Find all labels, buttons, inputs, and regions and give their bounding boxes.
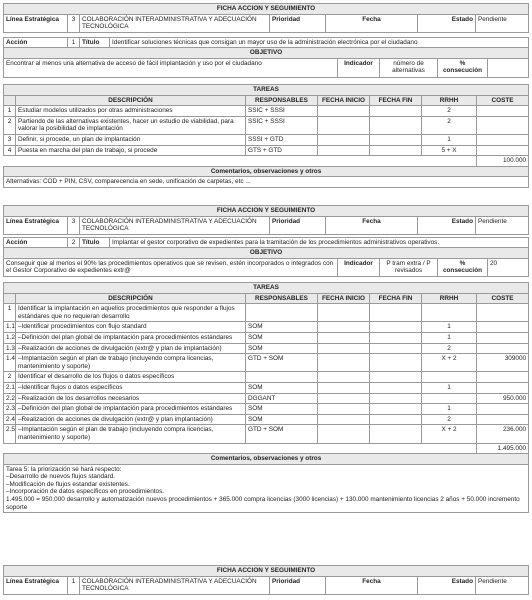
table-row	[4, 414, 529, 425]
task-responsables: SSSI + GTD	[246, 134, 318, 145]
table-row	[4, 393, 529, 404]
task-description: –Realización de acciones de divulgación (extr@ y plan de implantación)	[16, 343, 246, 354]
task-number: 2.4	[4, 414, 16, 425]
task-number: 2	[4, 116, 16, 134]
task-description: –Realización de los desarrollos necesarios	[16, 393, 246, 404]
col-fecha-inicio: FECHA INICIO	[318, 293, 370, 304]
prioridad-label: Prioridad	[270, 576, 326, 594]
indicador-value: P tram extra / P revisados	[380, 258, 438, 276]
table-row	[4, 322, 529, 333]
table-row	[4, 134, 529, 145]
table-row	[4, 145, 529, 156]
comentarios-heading: Comentarios, observaciones y otros	[4, 454, 529, 465]
ficha-title: FICHA ACCION Y SEGUIMIENTO	[4, 4, 529, 15]
linea-number: 1	[68, 576, 80, 594]
task-coste	[477, 382, 529, 393]
objetivo-heading: OBJETIVO	[4, 248, 529, 259]
total-coste: 1.495.000	[477, 443, 529, 454]
fecha-label: Fecha	[326, 216, 418, 234]
table-row	[4, 332, 529, 343]
tareas-heading: TAREAS	[4, 85, 529, 96]
ficha-title: FICHA ACCION Y SEGUIMIENTO	[4, 206, 529, 217]
titulo-value: Implantar el gestor corporativo de expedientes para la tramitación de los procedimientos administrativos operativos.	[110, 238, 529, 249]
linea-number: 3	[68, 14, 80, 32]
indicador-value: número de alternativas	[380, 58, 438, 77]
task-rrhh: 2	[422, 106, 477, 117]
task-responsables: SOM	[246, 414, 318, 425]
objetivo-text: Conseguir que al menos el 90% las procedimientos operativos que se revisen, estén incorporados o integrados con el Gestor Corporativo de expedientes extr@	[4, 258, 338, 276]
task-responsables: SOM	[246, 343, 318, 354]
task-number: 1.2	[4, 332, 16, 343]
task-coste	[477, 414, 529, 425]
task-rrhh: 1	[422, 134, 477, 145]
col-coste: COSTE	[477, 293, 529, 304]
task-description: –Identificar procedimientos con flujo standard	[16, 322, 246, 333]
task-number: 1.4	[4, 354, 16, 372]
task-responsables: SOM	[246, 404, 318, 415]
consecucion-label: % consecución	[438, 58, 488, 77]
fecha-label: Fecha	[326, 14, 418, 32]
task-number: 2	[4, 372, 16, 383]
objetivo-text: Encontrar al menos una alternativa de acceso de fácil implantación y uso por el ciudadano	[4, 58, 338, 77]
table-row	[4, 372, 529, 383]
table-row	[4, 106, 529, 117]
task-coste	[477, 145, 529, 156]
total-coste: 100.000	[477, 156, 529, 167]
linea-text: COLABORACIÓN INTERADMINISTRATIVA Y ADECUACIÓN TECNOLÓGICA	[80, 216, 270, 234]
titulo-label: Título	[80, 38, 110, 49]
accion-label: Acción	[4, 38, 68, 49]
accion-number: 2	[68, 238, 80, 249]
ficha-1-objetivo	[3, 47, 529, 78]
linea-label: Línea Estratégica	[4, 576, 68, 594]
table-row	[4, 304, 529, 322]
estado-label: Estado	[418, 576, 476, 594]
table-row	[4, 425, 529, 443]
task-rrhh: 5 + X	[422, 145, 477, 156]
task-rrhh	[422, 304, 477, 322]
titulo-value: Identificar soluciones técnicas que consigan un mayor uso de la administración electrónica por el ciudadano	[110, 38, 529, 49]
task-coste	[477, 116, 529, 134]
task-coste	[477, 404, 529, 415]
col-descripcion: DESCRIPCIÓN	[16, 293, 246, 304]
estado-value: Pendiente	[476, 576, 529, 594]
comentarios-text	[4, 464, 529, 513]
comentario-line: –Desarrollo de nuevos flujos standard.	[6, 473, 116, 481]
col-rrhh: RRHH	[422, 293, 477, 304]
col-fecha-fin: FECHA FIN	[370, 95, 422, 106]
task-responsables: GTD + SOM	[246, 354, 318, 372]
indicador-label: Indicador	[338, 258, 380, 276]
ficha-title: FICHA ACCION Y SEGUIMIENTO	[4, 566, 529, 577]
linea-label: Línea Estratégica	[4, 14, 68, 32]
task-responsables: SOM	[246, 332, 318, 343]
col-rrhh: RRHH	[422, 95, 477, 106]
col-responsables: RESPONSABLES	[246, 293, 318, 304]
task-coste	[477, 343, 529, 354]
task-description: Identificar la implantación en aquellos procedimientos que responder a flujos estándares que no requieran desarrollo	[16, 304, 246, 322]
task-rrhh: 1	[422, 332, 477, 343]
linea-text: COLABORACIÓN INTERADMINISTRATIVA Y ADECUACIÓN TECNOLÓGICA	[80, 14, 270, 32]
task-number: 1	[4, 304, 16, 322]
task-rrhh	[422, 372, 477, 383]
comentarios-text: Alternativas: COD + PIN, CSV, comparecencia en sede, unificación de carpetas, etc ...	[4, 177, 529, 188]
ficha-3-header	[3, 565, 529, 595]
ficha-2-header	[3, 205, 529, 235]
col-responsables: RESPONSABLES	[246, 95, 318, 106]
task-description: –Definición del plan global de implantación para procedimientos estándares	[16, 332, 246, 343]
col-descripcion: DESCRIPCIÓN	[16, 95, 246, 106]
consecucion-value: 20	[488, 258, 529, 276]
accion-number: 1	[68, 38, 80, 49]
comentario-line: –Incorporación de datos específicos en procedimientos.	[6, 488, 165, 496]
table-row	[4, 116, 529, 134]
comentario-line: Tarea 5: la priorización se hará respecto:	[6, 465, 122, 473]
task-number: 4	[4, 145, 16, 156]
ficha-2-objetivo	[3, 247, 529, 277]
prioridad-label: Prioridad	[270, 14, 326, 32]
task-description: Estudiar modelos utilizados por otras administraciones	[16, 106, 246, 117]
task-description: –Identificar flujos o datos específicos	[16, 382, 246, 393]
indicador-label: Indicador	[338, 58, 380, 77]
task-rrhh: 2	[422, 414, 477, 425]
task-number: 2.1	[4, 382, 16, 393]
estado-label: Estado	[418, 216, 476, 234]
task-rrhh: X + 2	[422, 425, 477, 443]
comentario-line: –Modificación de flujos estandar existentes.	[6, 480, 130, 488]
task-coste	[477, 332, 529, 343]
task-coste	[477, 322, 529, 333]
task-coste	[477, 372, 529, 383]
task-responsables	[246, 372, 318, 383]
task-coste: 950.000	[477, 393, 529, 404]
prioridad-label: Prioridad	[270, 216, 326, 234]
task-description: Puesta en marcha del plan de trabajo, si procede	[16, 145, 246, 156]
table-row	[4, 382, 529, 393]
table-row	[4, 343, 529, 354]
task-responsables: SSIC + SSSI	[246, 116, 318, 134]
task-rrhh: 1	[422, 382, 477, 393]
consecucion-value	[488, 58, 529, 77]
objetivo-heading: OBJETIVO	[4, 48, 529, 59]
table-row	[4, 404, 529, 415]
table-row	[4, 354, 529, 372]
task-responsables: SSIC + SSSI	[246, 106, 318, 117]
task-responsables: GTS + GTD	[246, 145, 318, 156]
accion-label: Acción	[4, 238, 68, 249]
fecha-label: Fecha	[326, 576, 418, 594]
ficha-1-header	[3, 3, 529, 33]
task-coste	[477, 304, 529, 322]
consecucion-label: % consecución	[438, 258, 488, 276]
task-description: Identificar el desarrollo de los flujos o datos específicos	[16, 372, 246, 383]
task-coste	[477, 134, 529, 145]
task-description: –Implantación según el plan de trabajo (incluyendo compra licencias, mantenimiento y soporte)	[16, 354, 246, 372]
comentario-line: 1.495.000 = 950.000 desarrollo y automatización nuevos procedimientos + 365.000 compra licencias (3000 licencias) + 130.000 mantenimiento licencias 2 años + 50.000 incremento soporte	[6, 496, 520, 511]
estado-value: Pendiente	[476, 14, 529, 32]
task-coste	[477, 106, 529, 117]
task-responsables	[246, 304, 318, 322]
task-coste: 236.000	[477, 425, 529, 443]
titulo-label: Título	[80, 238, 110, 249]
task-description: –Definición del plan global de implantación para procedimientos estándares	[16, 404, 246, 415]
task-number: 2.5	[4, 425, 16, 443]
task-description: Definir, si procede, un plan de implantación	[16, 134, 246, 145]
task-number: 1.3	[4, 343, 16, 354]
linea-text: COLABORACIÓN INTERADMINISTRATIVA Y ADECUACIÓN TECNOLÓGICA	[80, 576, 270, 594]
task-description: –Realización de acciones de divulgación (extr@ y plan implantación)	[16, 414, 246, 425]
task-rrhh: 2	[422, 343, 477, 354]
task-rrhh: 1	[422, 322, 477, 333]
task-number: 2.3	[4, 404, 16, 415]
task-responsables: SOM	[246, 322, 318, 333]
comentarios-heading: Comentarios, observaciones y otros	[4, 166, 529, 177]
tareas-heading: TAREAS	[4, 283, 529, 294]
col-coste: COSTE	[477, 95, 529, 106]
task-responsables: SOM	[246, 382, 318, 393]
task-responsables: DGGANT	[246, 393, 318, 404]
estado-label: Estado	[418, 14, 476, 32]
task-description: Partiendo de las alternativas existentes, hacer un estudio de viabilidad, para valorar la posibilidad de implantación	[16, 116, 246, 134]
linea-number: 3	[68, 216, 80, 234]
col-fecha-fin: FECHA FIN	[370, 293, 422, 304]
linea-label: Línea Estratégica	[4, 216, 68, 234]
ficha-1-tareas	[3, 84, 529, 188]
task-number: 3	[4, 134, 16, 145]
col-fecha-inicio: FECHA INICIO	[318, 95, 370, 106]
task-responsables: GTD + SOM	[246, 425, 318, 443]
task-number: 1.1	[4, 322, 16, 333]
estado-value: Pendiente	[476, 216, 529, 234]
task-rrhh	[422, 393, 477, 404]
task-rrhh: X + 2	[422, 354, 477, 372]
task-rrhh: 2	[422, 116, 477, 134]
task-number: 2.2	[4, 393, 16, 404]
task-coste: 309000	[477, 354, 529, 372]
task-number: 1	[4, 106, 16, 117]
task-rrhh: 1	[422, 404, 477, 415]
task-description: –Implantación según el plan de trabajo (incluyendo compra licencias, mantenimiento y soporte)	[16, 425, 246, 443]
ficha-2-tareas	[3, 282, 529, 513]
